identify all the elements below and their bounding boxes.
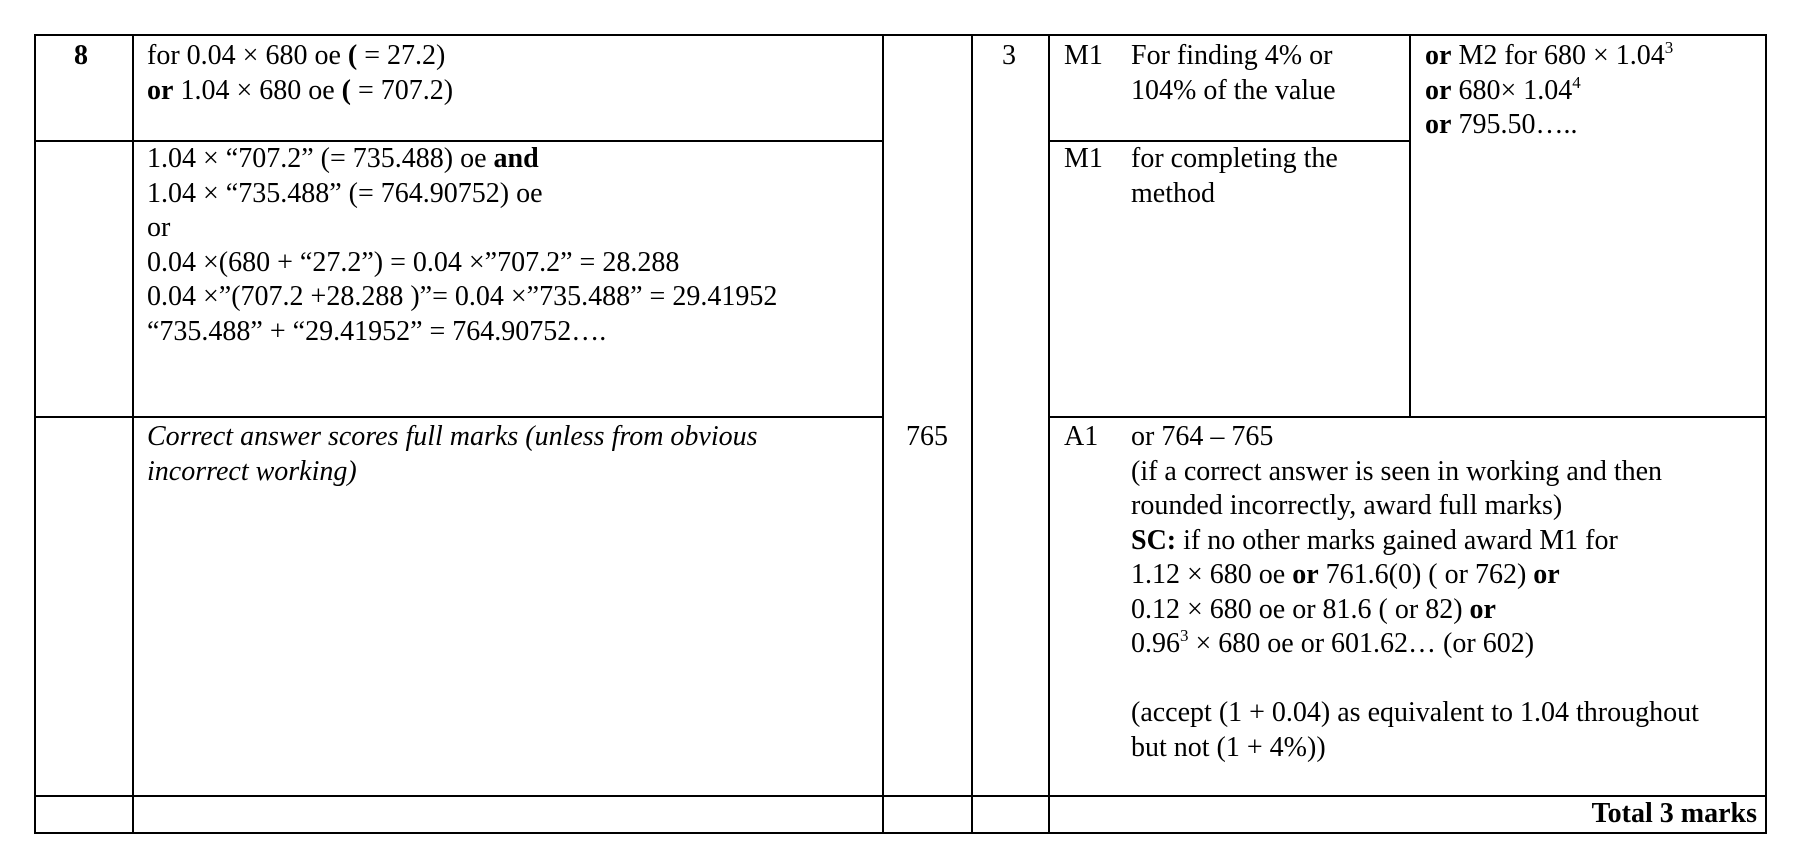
guidance-spacer <box>1131 662 1699 697</box>
working-line: 0.04 ×”(707.2 +28.288 )”= 0.04 ×”735.488” = 29.41952 <box>147 281 778 312</box>
working-line: “735.488” + “29.41952” = 764.90752…. <box>147 315 607 347</box>
working-line: 1.04 × “735.488” (= 764.90752) oe <box>147 177 543 209</box>
guidance-line: SC: if no other marks gained award M1 for <box>1131 524 1618 556</box>
guidance-line: 0.12 × 680 oe or 81.6 ( or 82) or <box>1131 593 1496 625</box>
guidance-line: or 764 – 765 <box>1131 421 1274 452</box>
mark-total: 3 <box>1002 40 1016 71</box>
working-line: 1.04 × “707.2” (= 735.488) oe and <box>147 143 539 174</box>
guidance-line: but not (1 + 4%)) <box>1131 731 1326 763</box>
question-number: 8 <box>74 40 88 71</box>
table-border-bottom <box>34 832 1767 834</box>
column-divider <box>1409 34 1411 418</box>
guidance-line: (if a correct answer is seen in working and then <box>1131 455 1663 487</box>
mark-line: 104% of the value <box>1131 74 1336 106</box>
working-line: or 1.04 × 680 oe ( = 707.2) <box>147 74 454 106</box>
total-marks: Total 3 marks <box>1591 798 1757 829</box>
column-divider <box>1048 34 1050 834</box>
column-divider <box>971 34 973 834</box>
working-method-1 <box>147 39 453 108</box>
alt-line: or M2 for $680 \times 1.04^3$ <box>1425 38 1674 71</box>
guidance-line: $0.96^3 \times 680$ oe or 601.62… (or 602) <box>1131 626 1535 659</box>
working-line: or <box>147 212 171 243</box>
mark-line: For finding 4% or <box>1131 40 1333 71</box>
answer-value: 765 <box>906 421 948 452</box>
column-divider <box>882 34 884 834</box>
table-border-right <box>1765 34 1767 834</box>
mark-line: method <box>1131 177 1215 209</box>
guidance-line: (accept (1 + 0.04) as equivalent to 1.04 throughout <box>1131 697 1699 728</box>
mark-code-m1: M1 <box>1064 40 1103 71</box>
table-border-left <box>34 34 36 834</box>
row-divider <box>34 416 884 418</box>
mark-line: for completing the <box>1131 143 1338 174</box>
correct-answer-note <box>147 420 758 489</box>
alt-line: or 795.50….. <box>1425 109 1578 140</box>
mark-code-a1: A1 <box>1064 421 1099 452</box>
table-border-top <box>34 34 1767 36</box>
working-line: 0.04 ×(680 + “27.2”) = 0.04 ×”707.2” = 28.288 <box>147 246 680 278</box>
working-line: incorrect working) <box>147 455 357 487</box>
a1-guidance <box>1131 420 1699 765</box>
column-divider <box>132 34 134 834</box>
row-divider <box>34 795 1767 797</box>
mark-code-m1: M1 <box>1064 143 1103 174</box>
alternative-method <box>1425 39 1673 143</box>
mark-description <box>1131 142 1338 211</box>
mark-description <box>1131 39 1336 108</box>
alt-line: or $680\times 1.04^4$ <box>1425 72 1581 106</box>
working-line: for 0.04 × 680 oe ( = 27.2) <box>147 40 446 71</box>
working-method-2 <box>147 142 777 349</box>
working-line: Correct answer scores full marks (unless from obvious <box>147 421 758 452</box>
guidance-line: rounded incorrectly, award full marks) <box>1131 490 1563 521</box>
guidance-line: 1.12 × 680 oe or 761.6(0) ( or 762) or <box>1131 559 1560 590</box>
